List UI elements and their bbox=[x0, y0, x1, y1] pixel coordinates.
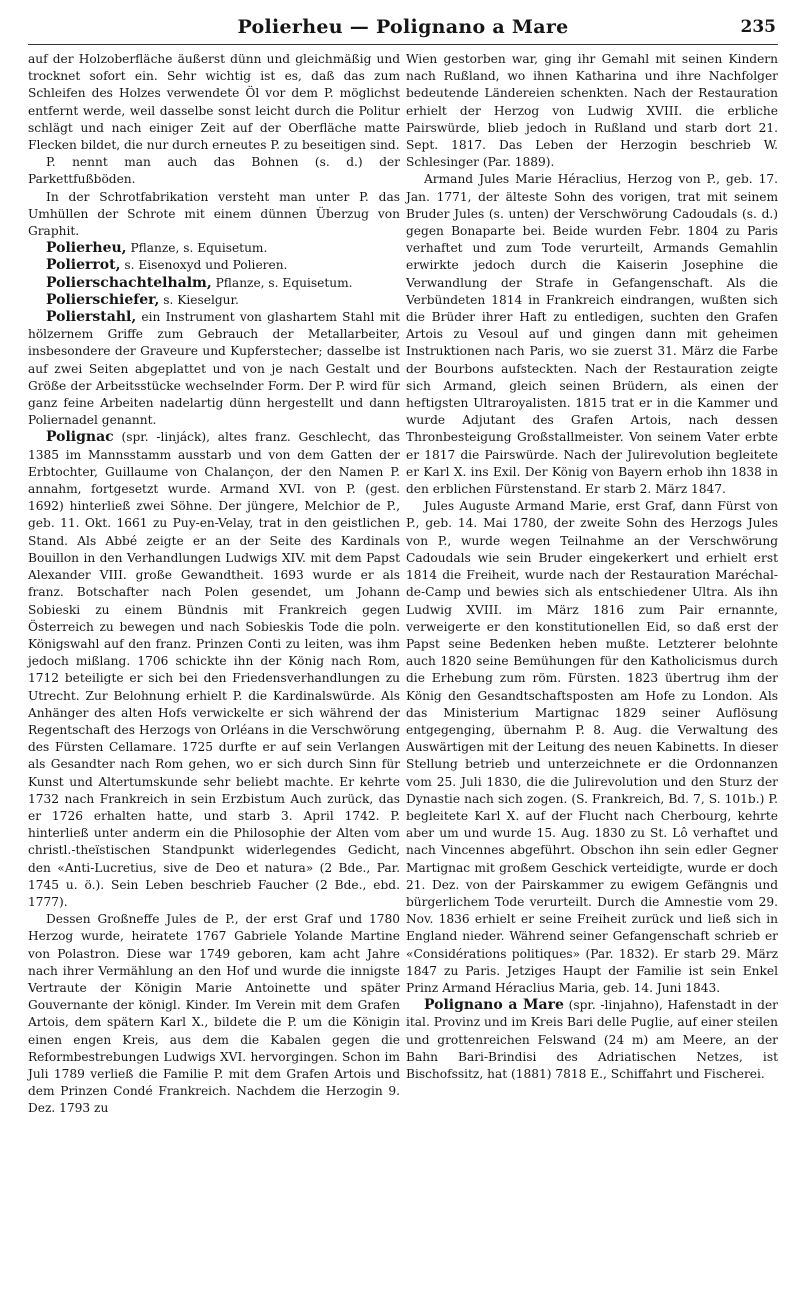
entry-text: ein Instrument von glashartem Stahl mit hölzernem Griffe zum Gebrauch der Metallarbeiter, insbesondere der Graveure und Kupferstecher; dasselbe ist auf zwei Seiten abgeplattet und von je nach Gestalt und Größe der Arbeitsstücke wechselnder Form. Der P. wird für ganz feine Arbeiten nadelartig dünn hergestellt und dann Poliernadel genannt. bbox=[28, 310, 400, 428]
entry-text: (spr. -linjáck), altes franz. Geschlecht, das 1385 im Mannsstamm ausstarb und von dem Gatten der Erbtochter, Guillaume von Chalançon, der den Namen P. annahm, fortgesetzt wurde. Armand XVI. von P. (gest. 1692) hinterließ zwei Söhne. Der jüngere, Melchior de P., geb. 11. Okt. 1661 zu Puy-en-Velay, trat in den geistlichen Stand. Als Abbé zeigte er an der Seite des Kardinals Bouillon in den Verhandlungen Ludwigs XIV. mit dem Papst Alexander VIII. große Gewandtheit. 1693 wurde er als franz. Botschafter nach Polen gesendet, um Johann Sobieski zu einem Bündnis mit Frankreich gegen Österreich zu bewegen und nach Sobieskis Tode die poln. Königswahl auf den franz. Prinzen Conti zu leiten, was ihm jedoch mißlang. 1706 schickte ihn der König nach Rom, 1712 beteiligte er sich bei den Friedensverhandlungen zu Utrecht. Zur Belohnung erhielt P. die Kardinalswürde. Als Anhänger des alten Hofs verwickelte er sich während der Regentschaft des Herzogs von Orléans in die Verschwörung des Fürsten Cellamare. 1725 durfte er auf sein Verlangen als Gesandter nach Rom gehen, wo er sich durch Sinn für Kunst und Altertumskunde sehr beliebt machte. Er kehrte 1732 nach Frankreich in sein Erzbistum Auch zurück, das er 1726 erhalten hatte, und starb 3. April 1742. P. hinterließ unter anderm ein die Philosophie der Alten vom christl.-theïstischen Standpunkt widerlegendes Gedicht, den «Anti-Lucretius, sive de Deo et natura» (2 Bde., Par. 1745 u. ö.). Sein Leben beschrieb Faucher (2 Bde., ebd. 1777). bbox=[28, 430, 400, 909]
entry-term: Polierheu, bbox=[46, 240, 127, 257]
paragraph: Dessen Großneffe Jules de P., der erst Graf und 1780 Herzog wurde, heiratete 1767 Gabriele Yolande Martine von Polastron. Diese war 1749 geboren, kam acht Jahre nach ihrer Vermählung an den Hof und wurde die innigste Vertraute der Königin Marie Antoinette und später Gouvernante der königl. Kinder. Im Verein mit dem Grafen Artois, dem spätern Karl X., bildete die P. um die Königin einen engen Kreis, aus dem die Kabalen gegen die Reformbestrebungen Ludwigs XVI. hervorgingen. Schon im Juli 1789 verließ die Familie P. mit dem Grafen Artois und dem Prinzen Condé Frankreich. Nachdem die Herzogin 9. Dez. 1793 zu bbox=[28, 912, 400, 1116]
right-column bbox=[406, 51, 778, 1118]
entry-text: s. Eisenoxyd und Polieren. bbox=[124, 258, 288, 273]
entry-term: Polierschiefer, bbox=[46, 291, 160, 308]
dictionary-entry bbox=[28, 257, 400, 274]
page-number: 235 bbox=[740, 17, 776, 37]
paragraph: In der Schrotfabrikation versteht man unter P. das Umhüllen der Schrote mit einem dünnen Überzug von Graphit. bbox=[28, 189, 400, 239]
entry-term: Polignano a Mare bbox=[424, 997, 564, 1014]
page-header bbox=[28, 14, 778, 45]
dictionary-entry bbox=[28, 292, 400, 309]
entry-text: (spr. -linjahno), Hafenstadt in der ital. Provinz und im Kreis Bari delle Puglie, auf einer steilen und grottenreichen Felswand (24 m) am Meere, an der Bahn Bari-Brindisi des Adriatischen Netzes, ist Bischofssitz, hat (1881) 7818 E., Schiffahrt und Fischerei. bbox=[406, 998, 779, 1081]
dictionary-entry bbox=[28, 240, 400, 257]
text-columns bbox=[28, 51, 778, 1118]
entry-text: s. Kieselgur. bbox=[163, 292, 239, 307]
entry-term: Polignac bbox=[46, 429, 114, 446]
paragraph: P. nennt man auch das Bohnen (s. d.) der Parkettfußböden. bbox=[28, 155, 400, 187]
dictionary-entry bbox=[28, 309, 400, 429]
running-head-title: Polierheu — Polignano a Mare bbox=[237, 16, 569, 38]
entry-term: Polierschachtelhalm, bbox=[46, 274, 212, 291]
paragraph: auf der Holzoberfläche äußerst dünn und gleichmäßig und trocknet sofort ein. Sehr wichtig ist es, daß das zum Schleifen des Holzes verwendete Öl vor dem P. möglichst entfernt werde, weil dasselbe sonst leicht durch die Politur schlägt und nach einiger Zeit auf der Oberfläche matte Flecken bildet, die nur durch erneutes P. zu beseitigen sind. bbox=[28, 52, 400, 153]
dictionary-entry bbox=[406, 997, 778, 1083]
dictionary-entry bbox=[28, 429, 400, 911]
entry-text: Pflanze, s. Equisetum. bbox=[215, 275, 353, 290]
entry-text: Pflanze, s. Equisetum. bbox=[130, 241, 268, 256]
entry-term: Polierstahl, bbox=[46, 309, 137, 326]
paragraph: Wien gestorben war, ging ihr Gemahl mit seinen Kindern nach Rußland, wo ihnen Katharina und ihre Nachfolger bedeutende Ländereien schenkten. Nach der Restauration erhielt der Herzog von Ludwig XVIII. die erbliche Pairswürde, blieb jedoch in Rußland und starb dort 21. Sept. 1817. Das Leben der Herzogin beschrieb W. Schlesinger (Par. 1889). bbox=[406, 52, 778, 170]
left-column bbox=[28, 51, 400, 1118]
dictionary-entry bbox=[28, 275, 400, 292]
paragraph: Armand Jules Marie Héraclius, Herzog von P., geb. 17. Jan. 1771, der älteste Sohn des vorigen, trat mit seinem Bruder Jules (s. unten) der Verschwörung Cadoudals (s. d.) gegen Bonaparte bei. Beide wurden Febr. 1804 zu Paris verhaftet und zum Tode verurteilt, Armands Gemahlin erwirkte jedoch durch die Kaiserin Josephine die Verwandlung der Strafe in Gefangenschaft. Als die Verbündeten 1814 in Frankreich eindrangen, wußten sich die Brüder ihrer Haft zu entledigen, suchten den Grafen Artois zu Vesoul auf und gingen dann mit geheimen Instruktionen nach Paris, wo sie zuerst 31. März die Farbe der Bourbons aufsteckten. Nach der Restauration zeigte sich Armand, gleich seinen Brüdern, als einen der heftigsten Ultraroyalisten. 1815 trat er in die Kammer und wurde Adjutant des Grafen Artois, nach dessen Thronbesteigung Großstallmeister. Von seinem Vater erbte er 1817 die Pairswürde. Nach der Julirevolution begleitete er Karl X. ins Exil. Der König von Bayern erhob ihn 1838 in den erblichen Fürstenstand. Er starb 2. März 1847. bbox=[406, 172, 778, 497]
entry-term: Polierrot, bbox=[46, 257, 121, 274]
paragraph: Jules Auguste Armand Marie, erst Graf, dann Fürst von P., geb. 14. Mai 1780, der zweite Sohn des Herzogs Jules von P., wurde wegen Teilnahme an der Verschwörung Cadoudals wie sein Bruder eingekerkert und erhielt erst 1814 die Freiheit, wurde nach der Restauration Maréchal-de-Camp und bewies sich als entschiedener Ultra. Als ihn Ludwig XVIII. im März 1816 zum Pair ernannte, verweigerte er den konstitutionellen Eid, so daß erst der Papst seine Bedenken heben mußte. Letzterer belohnte auch 1820 seine Bemühungen für den Katholicismus durch die Erhebung zum röm. Fürsten. 1823 übertrug ihm der König den Gesandtschaftsposten am Hofe zu London. Als das Ministerium Martignac 1829 seiner Auflösung entgegenging, übernahm P. 8. Aug. die Verwaltung des Auswärtigen mit der Leitung des neuen Kabinetts. In dieser Stellung betrieb und unterzeichnete er die Ordonnanzen vom 25. Juli 1830, die die Julirevolution und den Sturz der Dynastie nach sich zogen. (S. Frankreich, Bd. 7, S. 101b.) P. begleitete Karl X. auf der Flucht nach Cherbourg, kehrte aber um und wurde 15. Aug. 1830 zu St. Lô verhaftet und nach Vincennes abgeführt. Obschon ihn sein edler Gegner Martignac mit großem Geschick verteidigte, wurde er doch 21. Dez. von der Pairskammer zu ewigem Gefängnis und bürgerlichem Tode verurteilt. Durch die Amnestie vom 29. Nov. 1836 erhielt er seine Freiheit zurück und ließ sich in England nieder. Während seiner Gefangenschaft schrieb er «Considérations politiques» (Par. 1832). Er starb 29. März 1847 zu Paris. Jetziges Haupt der Familie ist sein Enkel Prinz Armand Héraclius Maria, geb. 14. Juni 1843. bbox=[406, 499, 778, 995]
